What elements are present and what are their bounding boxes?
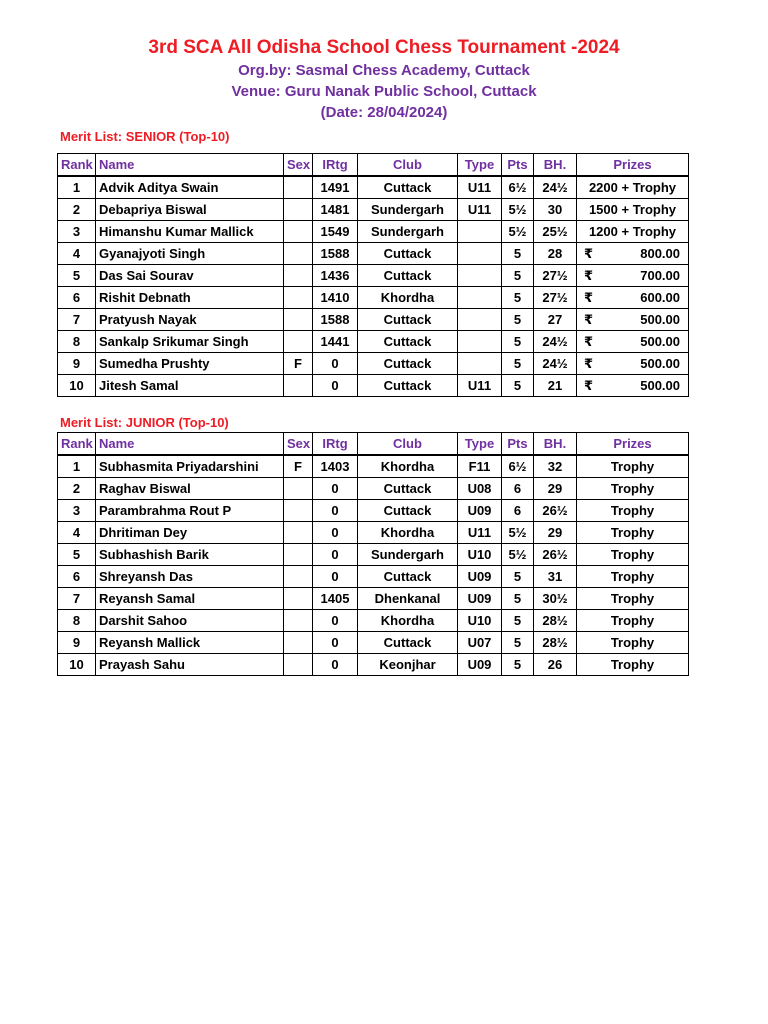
- name-cell: Debapriya Biswal: [96, 199, 284, 221]
- pts-cell: 5½: [502, 221, 534, 243]
- table-row: [58, 176, 689, 199]
- club-cell: Sundergarh: [358, 221, 458, 243]
- club-cell: Dhenkanal: [358, 588, 458, 610]
- irtg-cell: 0: [313, 478, 358, 500]
- document-title: 3rd SCA All Odisha School Chess Tournament -2024: [148, 37, 620, 58]
- rank-cell: 3: [58, 500, 96, 522]
- table-row: [58, 566, 689, 588]
- bh-cell: 29: [534, 478, 577, 500]
- sex-cell: [284, 221, 313, 243]
- rank-cell: 9: [58, 353, 96, 375]
- junior-merit-table: [57, 432, 689, 676]
- irtg-cell: 0: [313, 500, 358, 522]
- rank-cell: 6: [58, 287, 96, 309]
- prize-cell: 2200 + Trophy: [577, 176, 689, 199]
- rank-cell: 3: [58, 221, 96, 243]
- pts-cell: 6: [502, 478, 534, 500]
- rupee-symbol: ₹: [584, 311, 594, 327]
- club-cell: Cuttack: [358, 353, 458, 375]
- pts-cell: 5: [502, 566, 534, 588]
- type-cell: U11: [458, 199, 502, 221]
- club-cell: Khordha: [358, 610, 458, 632]
- table-header-row: [58, 433, 689, 456]
- irtg-cell: 1549: [313, 221, 358, 243]
- pts-cell: 6½: [502, 455, 534, 478]
- club-cell: Sundergarh: [358, 199, 458, 221]
- irtg-cell: 1491: [313, 176, 358, 199]
- sex-cell: [284, 478, 313, 500]
- sex-cell: [284, 544, 313, 566]
- club-cell: Sundergarh: [358, 544, 458, 566]
- rank-cell: 1: [58, 176, 96, 199]
- rank-cell: 10: [58, 375, 96, 397]
- name-cell: Gyanajyoti Singh: [96, 243, 284, 265]
- table-row: [58, 331, 689, 353]
- junior-section-label: Merit List: JUNIOR (Top-10): [60, 415, 229, 430]
- senior-merit-table: [57, 153, 689, 397]
- bh-cell: 24½: [534, 331, 577, 353]
- irtg-cell: 0: [313, 632, 358, 654]
- senior-section-label: Merit List: SENIOR (Top-10): [60, 129, 230, 144]
- sex-cell: [284, 331, 313, 353]
- irtg-header: IRtg: [313, 433, 358, 456]
- table-header-row: [58, 154, 689, 177]
- prize-cell: Trophy: [577, 478, 689, 500]
- name-cell: Pratyush Nayak: [96, 309, 284, 331]
- sex-cell: [284, 199, 313, 221]
- name-cell: Das Sai Sourav: [96, 265, 284, 287]
- type-cell: U09: [458, 500, 502, 522]
- prize-cell: Trophy: [577, 455, 689, 478]
- club-cell: Cuttack: [358, 478, 458, 500]
- table-row: [58, 221, 689, 243]
- sex-cell: [284, 632, 313, 654]
- rank-cell: 1: [58, 455, 96, 478]
- table-row: [58, 500, 689, 522]
- type-header: Type: [458, 154, 502, 177]
- rank-cell: 7: [58, 588, 96, 610]
- pts-cell: 6½: [502, 176, 534, 199]
- irtg-cell: 0: [313, 375, 358, 397]
- sex-header: Sex: [284, 433, 313, 456]
- club-cell: Khordha: [358, 522, 458, 544]
- bh-cell: 28½: [534, 610, 577, 632]
- prize-amount: 500.00: [640, 333, 680, 349]
- bh-cell: 27½: [534, 265, 577, 287]
- type-cell: [458, 221, 502, 243]
- name-cell: Raghav Biswal: [96, 478, 284, 500]
- bh-cell: 28½: [534, 632, 577, 654]
- prize-cell: [577, 353, 689, 375]
- table-row: [58, 522, 689, 544]
- pts-cell: 5: [502, 353, 534, 375]
- table-row: [58, 375, 689, 397]
- name-cell: Shreyansh Das: [96, 566, 284, 588]
- irtg-cell: 0: [313, 522, 358, 544]
- prize-cell: Trophy: [577, 522, 689, 544]
- rank-cell: 10: [58, 654, 96, 676]
- type-cell: U09: [458, 654, 502, 676]
- sex-cell: [284, 309, 313, 331]
- table-row: [58, 654, 689, 676]
- table-row: [58, 478, 689, 500]
- type-header: Type: [458, 433, 502, 456]
- pts-cell: 5½: [502, 522, 534, 544]
- type-cell: U11: [458, 176, 502, 199]
- club-cell: Cuttack: [358, 265, 458, 287]
- bh-cell: 31: [534, 566, 577, 588]
- pts-cell: 5: [502, 654, 534, 676]
- rank-cell: 8: [58, 331, 96, 353]
- sex-cell: [284, 566, 313, 588]
- rank-cell: 7: [58, 309, 96, 331]
- prize-cell: 1200 + Trophy: [577, 221, 689, 243]
- prize-cell: Trophy: [577, 500, 689, 522]
- prize-amount: 500.00: [640, 355, 680, 371]
- bh-cell: 24½: [534, 353, 577, 375]
- rank-cell: 2: [58, 199, 96, 221]
- type-cell: U11: [458, 522, 502, 544]
- date-line: (Date: 28/04/2024): [320, 104, 448, 121]
- name-cell: Subhasmita Priyadarshini: [96, 455, 284, 478]
- table-row: [58, 309, 689, 331]
- bh-cell: 32: [534, 455, 577, 478]
- pts-cell: 5: [502, 375, 534, 397]
- type-cell: U10: [458, 610, 502, 632]
- prize-cell: [577, 287, 689, 309]
- rank-cell: 4: [58, 243, 96, 265]
- name-cell: Darshit Sahoo: [96, 610, 284, 632]
- irtg-cell: 0: [313, 654, 358, 676]
- sex-cell: [284, 654, 313, 676]
- name-cell: Dhritiman Dey: [96, 522, 284, 544]
- table-row: [58, 265, 689, 287]
- club-cell: Cuttack: [358, 243, 458, 265]
- irtg-cell: 1436: [313, 265, 358, 287]
- sex-cell: [284, 588, 313, 610]
- club-cell: Cuttack: [358, 500, 458, 522]
- type-cell: [458, 265, 502, 287]
- type-cell: F11: [458, 455, 502, 478]
- bh-cell: 29: [534, 522, 577, 544]
- prize-cell: Trophy: [577, 610, 689, 632]
- type-cell: [458, 309, 502, 331]
- irtg-cell: 1481: [313, 199, 358, 221]
- prize-cell: Trophy: [577, 566, 689, 588]
- rupee-symbol: ₹: [584, 245, 594, 261]
- type-cell: U11: [458, 375, 502, 397]
- pts-cell: 5: [502, 287, 534, 309]
- prize-cell: [577, 243, 689, 265]
- bh-cell: 30½: [534, 588, 577, 610]
- bh-header: BH.: [534, 154, 577, 177]
- club-cell: Keonjhar: [358, 654, 458, 676]
- name-header: Name: [96, 433, 284, 456]
- prize-cell: Trophy: [577, 654, 689, 676]
- document-header: [0, 36, 768, 123]
- sex-cell: F: [284, 455, 313, 478]
- type-cell: [458, 353, 502, 375]
- bh-cell: 27: [534, 309, 577, 331]
- club-cell: Cuttack: [358, 566, 458, 588]
- type-cell: [458, 243, 502, 265]
- table-row: [58, 287, 689, 309]
- irtg-header: IRtg: [313, 154, 358, 177]
- pts-cell: 5: [502, 309, 534, 331]
- sex-cell: [284, 265, 313, 287]
- pts-cell: 6: [502, 500, 534, 522]
- pts-cell: 5: [502, 610, 534, 632]
- prize-cell: Trophy: [577, 632, 689, 654]
- name-cell: Sumedha Prushty: [96, 353, 284, 375]
- club-cell: Khordha: [358, 287, 458, 309]
- rupee-symbol: ₹: [584, 267, 594, 283]
- venue-line: Venue: Guru Nanak Public School, Cuttack: [231, 83, 537, 100]
- pts-header: Pts: [502, 154, 534, 177]
- table-row: [58, 588, 689, 610]
- pts-cell: 5: [502, 632, 534, 654]
- type-cell: [458, 331, 502, 353]
- rank-cell: 5: [58, 265, 96, 287]
- bh-cell: 24½: [534, 176, 577, 199]
- bh-cell: 25½: [534, 221, 577, 243]
- bh-cell: 21: [534, 375, 577, 397]
- type-cell: U07: [458, 632, 502, 654]
- sex-cell: [284, 375, 313, 397]
- prize-cell: 1500 + Trophy: [577, 199, 689, 221]
- club-header: Club: [358, 154, 458, 177]
- prize-cell: Trophy: [577, 544, 689, 566]
- type-cell: U09: [458, 566, 502, 588]
- name-cell: Himanshu Kumar Mallick: [96, 221, 284, 243]
- table-row: [58, 544, 689, 566]
- name-cell: Rishit Debnath: [96, 287, 284, 309]
- irtg-cell: 0: [313, 566, 358, 588]
- bh-cell: 28: [534, 243, 577, 265]
- sex-cell: [284, 176, 313, 199]
- bh-cell: 26½: [534, 500, 577, 522]
- club-cell: Cuttack: [358, 632, 458, 654]
- prize-amount: 600.00: [640, 289, 680, 305]
- sex-cell: F: [284, 353, 313, 375]
- prize-cell: [577, 331, 689, 353]
- irtg-cell: 0: [313, 610, 358, 632]
- bh-cell: 30: [534, 199, 577, 221]
- rank-cell: 5: [58, 544, 96, 566]
- table-row: [58, 632, 689, 654]
- pts-cell: 5: [502, 243, 534, 265]
- rupee-symbol: ₹: [584, 377, 594, 393]
- prizes-header: Prizes: [577, 433, 689, 456]
- rank-cell: 2: [58, 478, 96, 500]
- type-cell: [458, 287, 502, 309]
- sex-cell: [284, 610, 313, 632]
- irtg-cell: 0: [313, 544, 358, 566]
- club-header: Club: [358, 433, 458, 456]
- name-cell: Reyansh Samal: [96, 588, 284, 610]
- rank-cell: 4: [58, 522, 96, 544]
- type-cell: U08: [458, 478, 502, 500]
- name-cell: Subhashish Barik: [96, 544, 284, 566]
- rupee-symbol: ₹: [584, 289, 594, 305]
- table-row: [58, 243, 689, 265]
- irtg-cell: 0: [313, 353, 358, 375]
- rank-cell: 9: [58, 632, 96, 654]
- irtg-cell: 1588: [313, 243, 358, 265]
- rank-header: Rank: [58, 433, 96, 456]
- table-row: [58, 353, 689, 375]
- club-cell: Cuttack: [358, 309, 458, 331]
- name-cell: Prayash Sahu: [96, 654, 284, 676]
- irtg-cell: 1405: [313, 588, 358, 610]
- club-cell: Cuttack: [358, 331, 458, 353]
- prize-amount: 500.00: [640, 311, 680, 327]
- irtg-cell: 1588: [313, 309, 358, 331]
- name-cell: Advik Aditya Swain: [96, 176, 284, 199]
- prize-cell: [577, 265, 689, 287]
- bh-cell: 27½: [534, 287, 577, 309]
- bh-cell: 26: [534, 654, 577, 676]
- table-row: [58, 455, 689, 478]
- name-cell: Parambrahma Rout P: [96, 500, 284, 522]
- type-cell: U09: [458, 588, 502, 610]
- pts-cell: 5½: [502, 199, 534, 221]
- pts-cell: 5: [502, 588, 534, 610]
- club-cell: Cuttack: [358, 375, 458, 397]
- pts-cell: 5: [502, 331, 534, 353]
- prize-cell: Trophy: [577, 588, 689, 610]
- rupee-symbol: ₹: [584, 333, 594, 349]
- organizer-line: Org.by: Sasmal Chess Academy, Cuttack: [238, 62, 530, 79]
- prize-amount: 800.00: [640, 245, 680, 261]
- rank-header: Rank: [58, 154, 96, 177]
- rupee-symbol: ₹: [584, 355, 594, 371]
- club-cell: Cuttack: [358, 176, 458, 199]
- irtg-cell: 1403: [313, 455, 358, 478]
- name-cell: Reyansh Mallick: [96, 632, 284, 654]
- name-cell: Jitesh Samal: [96, 375, 284, 397]
- sex-cell: [284, 243, 313, 265]
- table-row: [58, 610, 689, 632]
- prize-amount: 700.00: [640, 267, 680, 283]
- table-row: [58, 199, 689, 221]
- bh-header: BH.: [534, 433, 577, 456]
- irtg-cell: 1441: [313, 331, 358, 353]
- prize-cell: [577, 375, 689, 397]
- sex-cell: [284, 500, 313, 522]
- irtg-cell: 1410: [313, 287, 358, 309]
- prize-amount: 500.00: [640, 377, 680, 393]
- sex-cell: [284, 287, 313, 309]
- rank-cell: 8: [58, 610, 96, 632]
- club-cell: Khordha: [358, 455, 458, 478]
- prizes-header: Prizes: [577, 154, 689, 177]
- prize-cell: [577, 309, 689, 331]
- sex-header: Sex: [284, 154, 313, 177]
- rank-cell: 6: [58, 566, 96, 588]
- name-cell: Sankalp Srikumar Singh: [96, 331, 284, 353]
- sex-cell: [284, 522, 313, 544]
- pts-cell: 5: [502, 265, 534, 287]
- bh-cell: 26½: [534, 544, 577, 566]
- pts-header: Pts: [502, 433, 534, 456]
- pts-cell: 5½: [502, 544, 534, 566]
- name-header: Name: [96, 154, 284, 177]
- type-cell: U10: [458, 544, 502, 566]
